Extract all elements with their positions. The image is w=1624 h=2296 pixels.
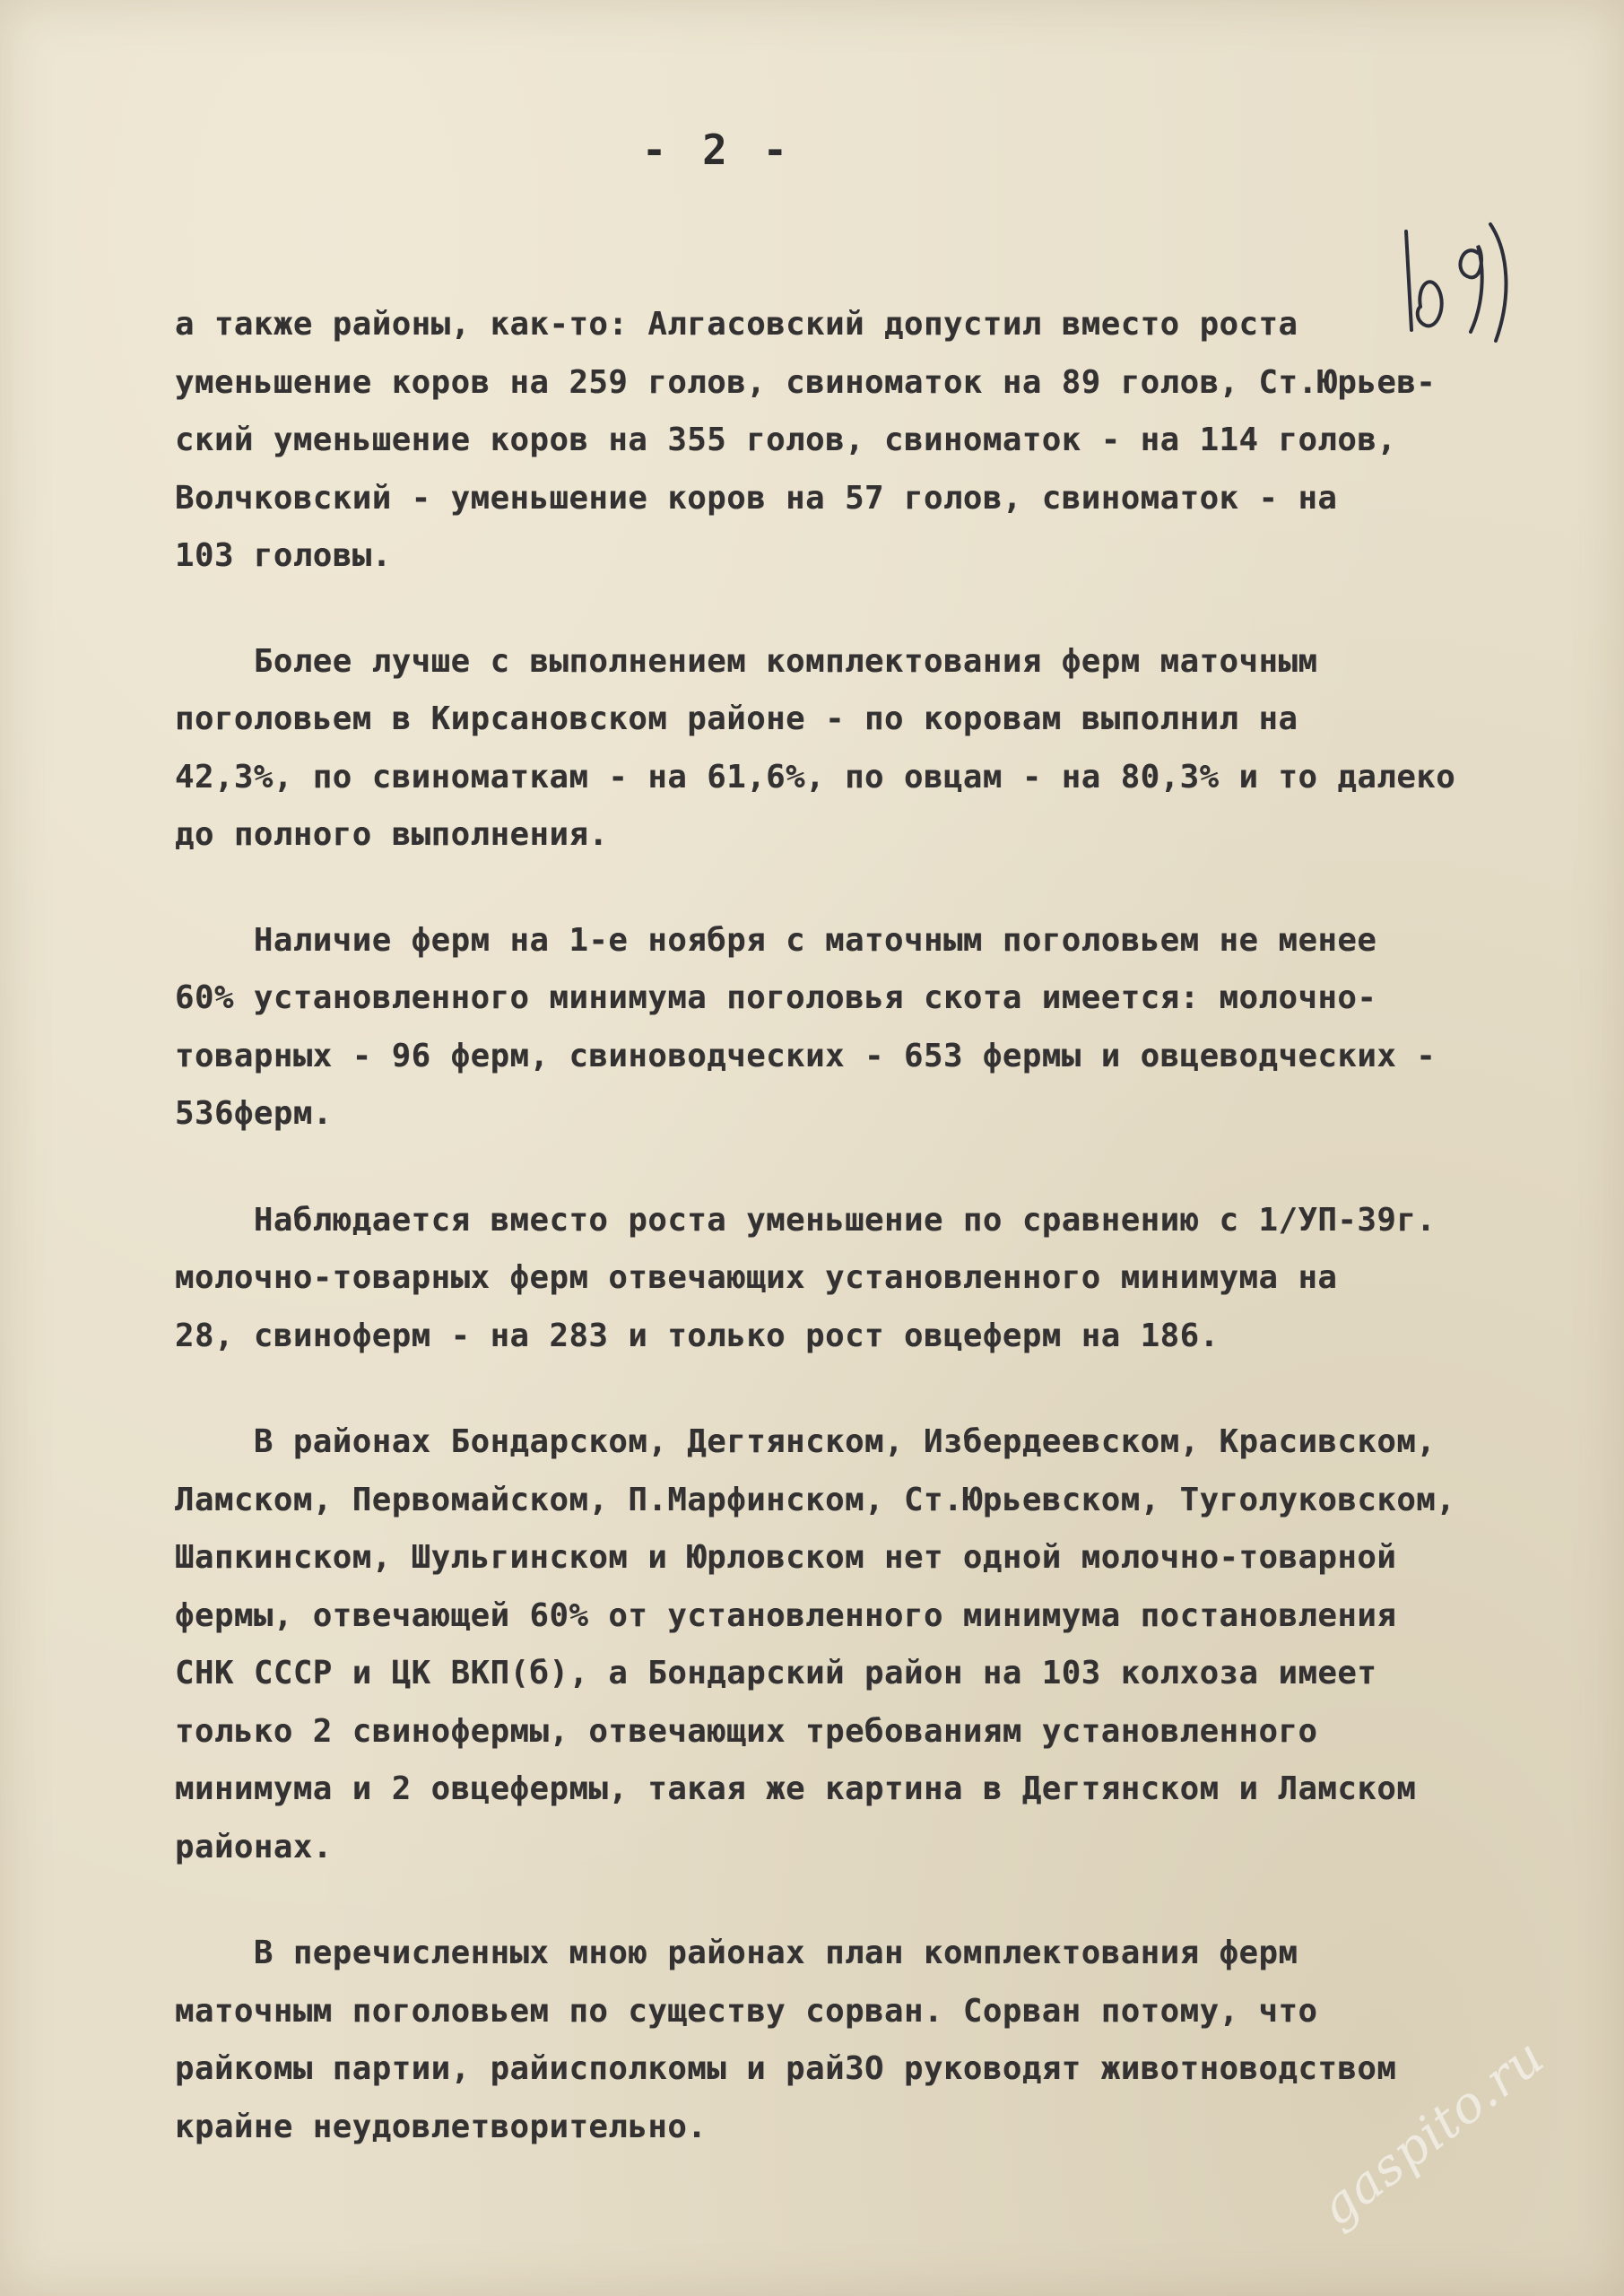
text-line: 60% установленного минимума поголовья скота имеется: молочно- xyxy=(175,979,1377,1016)
text-line: фермы, отвечающей 60% от установленного минимума постановления xyxy=(175,1596,1397,1634)
text-line: В перечисленных мною районах план комплектования ферм xyxy=(175,1935,1298,1971)
text-line: районах. xyxy=(175,1828,333,1866)
paragraph xyxy=(175,912,1610,1144)
text-line: маточным поголовьем по существу сорван. Сорван потому, что xyxy=(175,1992,1318,2030)
text-line: Волчковский - уменьшение коров на 57 голов, свиноматок - на xyxy=(175,479,1338,517)
text-line: 536ферм. xyxy=(175,1095,333,1132)
text-line: Шапкинском, Шульгинском и Юрловском нет одной молочно-товарной xyxy=(175,1539,1397,1576)
watermark: gaspito.ru xyxy=(1308,2027,1556,2238)
document-body xyxy=(175,296,1610,2156)
text-line: В районах Бондарском, Дегтянском, Избердеевском, Красивском, xyxy=(175,1423,1437,1460)
text-line: 103 головы. xyxy=(175,537,392,574)
text-line: райкомы партии, райисполкомы и райЗО руководят животноводством xyxy=(175,2050,1397,2087)
text-line: СНК СССР и ЦК ВКП(б), а Бондарский район на 103 колхоза имеет xyxy=(175,1655,1377,1692)
text-line: товарных - 96 ферм, свиноводческих - 653 фермы и овцеводческих - xyxy=(175,1037,1437,1074)
text-line: 28, свиноферм - на 283 и только рост овцеферм на 186. xyxy=(175,1317,1220,1354)
paragraph xyxy=(175,1925,1610,2156)
text-line: поголовьем в Кирсановском районе - по коровам выполнил на xyxy=(175,700,1298,737)
text-line: Более лучше с выполнением комплектования ферм маточным xyxy=(175,642,1318,680)
text-line: 42,3%, по свиноматкам - на 61,6%, по овцам - на 80,3% и то далеко xyxy=(175,758,1456,796)
paragraph xyxy=(175,1413,1610,1876)
paragraph xyxy=(175,633,1610,865)
text-line: молочно-товарных ферм отвечающих установленного минимума на xyxy=(175,1259,1338,1296)
text-line: ский уменьшение коров на 355 голов, свиноматок - на 114 голов, xyxy=(175,422,1397,458)
text-line: крайне неудовлетворительно. xyxy=(175,2108,708,2145)
page-number: - 2 - xyxy=(641,126,794,174)
text-line: Ламском, Первомайском, П.Марфинском, Ст.Юрьевском, Туголуковском, xyxy=(175,1481,1456,1518)
text-line: Наблюдается вместо роста уменьшение по сравнению с 1/УП-39г. xyxy=(175,1201,1437,1239)
text-line: уменьшение коров на 259 голов, свиноматок на 89 голов, Ст.Юрьев- xyxy=(175,363,1437,401)
text-line: только 2 свинофермы, отвечающих требованиям установленного xyxy=(175,1712,1318,1750)
text-line: Наличие ферм на 1-е ноября с маточным поголовьем не менее xyxy=(175,921,1377,959)
text-line: до полного выполнения. xyxy=(175,816,609,853)
paragraph xyxy=(175,296,1610,586)
text-line: минимума и 2 овцефермы, такая же картина в Дегтянском и Ламском xyxy=(175,1770,1417,1807)
text-line: а также районы, как-то: Алгасовский допустил вместо роста xyxy=(175,306,1298,343)
paragraph xyxy=(175,1192,1610,1366)
